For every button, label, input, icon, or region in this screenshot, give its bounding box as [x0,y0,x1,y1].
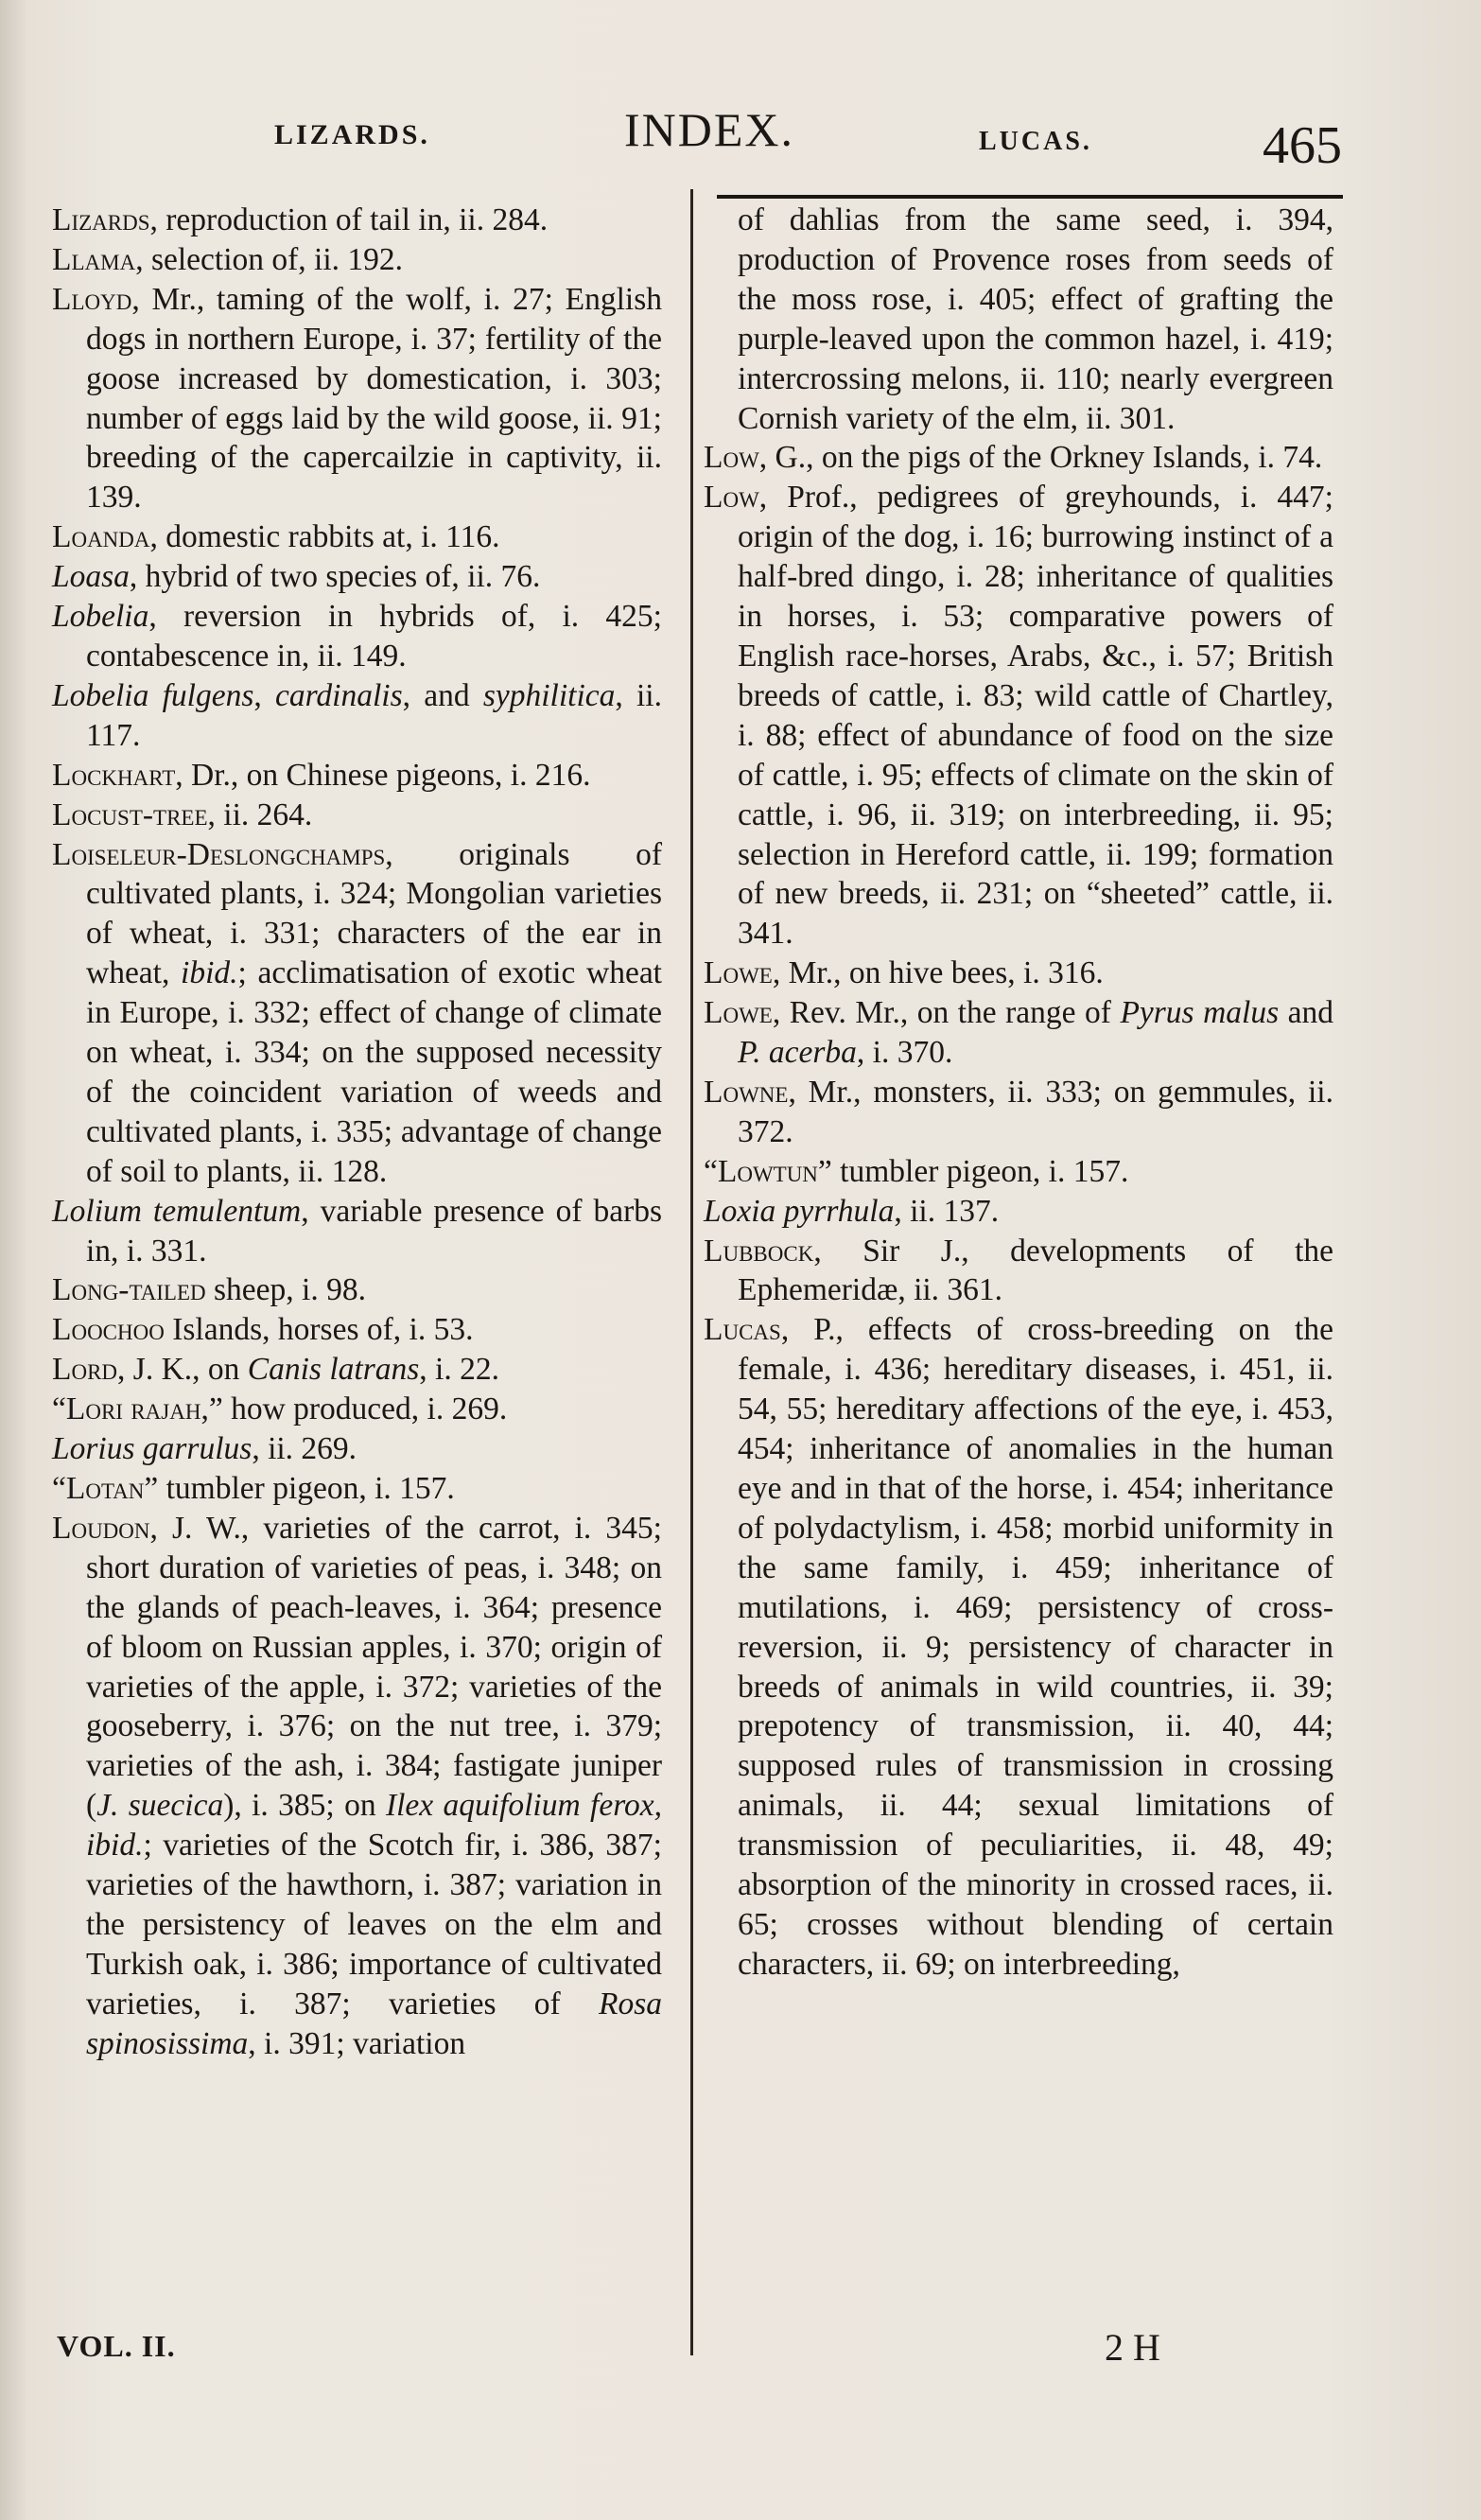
entry-italic-text: syphilitica [482,677,616,713]
entry-text: , [253,677,275,713]
index-entry [704,993,1333,1073]
entry-italic-text: cardinalis [274,677,403,713]
entry-italic-text: Pyrus malus [1120,995,1280,1031]
index-entry [704,954,1333,993]
index-entry [52,280,662,517]
entry-text: , Dr., on Chinese pigeons, i. 216. [175,757,591,793]
entry-italic-text: P. acerba [738,1035,857,1071]
entry-text: , G., on the pigs of the Orkney Islands, i. 74. [758,440,1323,476]
entry-text: , originals of cultivated plants, i. 324; Mongolian varieties of wheat, i. 331; characters of the ear in wheat, [86,836,662,991]
entry-headword: Lizards [52,202,150,237]
entry-italic-text: Canis latrans [247,1352,420,1388]
column-divider [690,189,693,2355]
entry-headword: Lockhart [52,757,176,793]
entry-italic-text: ibid. [181,955,238,991]
entry-text: ,” how produced, i. 269. [200,1391,508,1427]
entry-italic-text: Lobelia fulgens [52,677,254,713]
entry-text: , i. 22. [419,1352,499,1388]
entry-italic-text: J. suecica [96,1788,224,1824]
entry-headword: Loiseleur-Deslongchamps [52,836,386,872]
entry-text: ), i. 385; on [223,1788,386,1824]
header-rule [717,195,1343,199]
entry-text: , ii. 269. [252,1431,357,1467]
entry-text: , Rev. Mr., on the range of [772,995,1121,1031]
entry-text: ; acclimatisation of exotic wheat in Europe, i. 332; effect of change of climate on wheat, i. 334; on the supposed necessity of the coincident variation of weeds and cultivated plants, i. 335; advantage of change of soil to plants, ii. 128. [86,955,662,1189]
entry-text: , ii. 264. [207,796,313,832]
page-footer [57,2326,1343,2386]
entry-text: , Mr., on hive bees, i. 316. [772,955,1104,991]
entry-headword: Lucas [704,1312,781,1348]
entry-text: , domestic rabbits at, i. 116. [149,519,500,555]
entry-text: ” tumbler pigeon, i. 157. [817,1153,1129,1189]
index-entry [52,201,662,240]
entry-text: and [1279,995,1334,1031]
entry-text: Islands, horses of, i. 53. [164,1312,474,1348]
entry-headword: Lowe [704,955,773,991]
entry-text: , P., effects of cross-breeding on the female, i. 436; hereditary diseases, i. 451, ii. 54, 55; hereditary affections of the eye, i. 453, 454; inheritance of anomalies in the human eye and in that of the horse, i. 454; inheritance of polydactylism, i. 458; morbid uniformity in the same family, i. 459; inheritance of mutilations, i. 469; persistency of cross-reversion, ii. 9; persistency of character in breeds of animals in wild countries, ii. 39; prepotency of transmission, ii. 40, 44; supposed rules of transmission in crossing animals, ii. 44; sexual limitations of transmission of peculiarities, ii. 48, 49; absorption of the minority in crossed races, ii. 65; crosses without blending of certain characters, ii. 69; on interbreeding, [738,1312,1333,1982]
entry-italic-text: Lobelia [52,599,149,635]
index-entry [52,796,662,835]
entry-headword: “Lori rajah [52,1391,201,1427]
index-entry [52,557,662,597]
entry-text: , Sir J., developments of the Ephemeridæ, ii. 361. [738,1233,1333,1308]
header-left-catchword: LIZARDS. [274,119,430,150]
entry-text: , i. 391; variation [248,2025,466,2061]
entry-text: sheep, i. 98. [205,1272,366,1308]
entry-text: , Prof., pedigrees of greyhounds, i. 447; origin of the dog, i. 16; burrowing instinct of a half-bred dingo, i. 28; inheritance of qualities in horses, i. 53; comparative powers of English race-horses, Arabs, &c., i. 57; British breeds of cattle, i. 83; wild cattle of Chartley, i. 88; effect of abundance of food on the size of cattle, i. 95; effects of climate on the skin of cattle, i. 96, ii. 319; on interbreeding, ii. 95; selection in Hereford cattle, ii. 199; formation of new breeds, ii. 231; on “sheeted” cattle, ii. 341. [738,480,1333,952]
entry-text: , ii. 117. [86,677,662,753]
running-header [57,103,1343,182]
volume-signature: VOL. II. [57,2329,176,2363]
index-entry [52,597,662,676]
index-entry [52,756,662,796]
entry-headword: Locust-tree [52,796,208,832]
entry-headword: Low [704,440,759,476]
gathering-signature: 2 H [1105,2326,1160,2369]
index-column-right [704,201,1333,1985]
entry-headword: “Lotan [52,1471,145,1506]
entry-text: , i. 370. [856,1035,953,1071]
entry-text: of dahlias from the same seed, i. 394, production of Provence roses from seeds of the moss rose, i. 405; effect of grafting the purple-leaved upon the common hazel, i. 419; intercrossing melons, ii. 110; nearly evergreen Cornish variety of the elm, ii. 301. [738,202,1333,436]
entry-text: ” tumbler pigeon, i. 157. [144,1471,455,1506]
index-entry [704,478,1333,954]
entry-headword: Loudon [52,1510,150,1546]
header-title: INDEX. [624,103,795,156]
index-entry [704,1232,1333,1311]
entry-italic-text: Loasa [52,559,130,595]
index-entry [52,1390,662,1429]
entry-italic-text: Ilex aquifolium ferox, ibid. [86,1788,662,1864]
entry-headword: Lowne [704,1074,789,1110]
entry-text: , Mr., taming of the wolf, i. 27; English dogs in northern Europe, i. 37; fertility of the goose increased by domestication, i. 303; number of eggs laid by the wild goose, ii. 91; breeding of the capercailzie in captivity, ii. 139. [86,281,662,516]
entry-text: , reproduction of tail in, ii. 284. [149,202,549,237]
entry-headword: Lord [52,1352,118,1388]
index-column-left [52,201,662,2064]
entry-headword: Lubbock [704,1233,814,1269]
entry-headword: Loochoo [52,1312,165,1348]
entry-text: ; varieties of the Scotch fir, i. 386, 387; varieties of the hawthorn, i. 387; variation in the persistency of leaves on the elm and Turkish oak, i. 386; importance of cultivated varieties, i. 387; varieties of [86,1828,662,2021]
entry-text: , variable presence of barbs in, i. 331. [86,1193,663,1269]
entry-italic-text: Lorius garrulus [52,1431,253,1467]
index-entry [704,438,1333,478]
index-entry [704,1192,1333,1232]
index-entry [704,1073,1333,1152]
index-entry [52,835,662,1192]
entry-italic-text: Loxia pyrrhula [704,1193,895,1229]
page-number: 465 [1263,116,1342,175]
index-entry [52,1429,662,1469]
entry-text: , selection of, ii. 192. [135,241,404,277]
index-entry [52,1310,662,1350]
index-entry [52,676,662,756]
entry-headword: Low [704,480,759,516]
entry-headword: Lowe [704,995,773,1031]
entry-headword: Lloyd [52,281,132,317]
entry-headword: “Lowtun [704,1153,818,1189]
index-entry [52,240,662,280]
entry-text: , J. W., varieties of the carrot, i. 345; short duration of varieties of peas, i. 348; on the glands of peach-leaves, i. 364; presence of bloom on Russian apples, i. 370; origin of varieties of the apple, i. 372; varieties of the gooseberry, i. 376; on the nut tree, i. 379; varieties of the ash, i. 384; fastigate juniper ( [86,1510,662,1824]
index-entry [52,1509,662,2064]
index-entry [52,1192,662,1271]
entry-italic-text: Rosa spinosissima [86,1986,662,2061]
index-entry [52,1270,662,1310]
entry-text: , reversion in hybrids of, i. 425; contabescence in, ii. 149. [86,599,662,674]
index-entry [704,201,1333,438]
index-entry [52,1350,662,1390]
entry-headword: Loanda [52,519,150,555]
index-entry [704,1310,1333,1984]
index-entry [52,1469,662,1509]
entry-headword: Llama [52,241,136,277]
entry-text: , ii. 137. [894,1193,1000,1229]
entry-text: , and [402,677,483,713]
entry-italic-text: Lolium temulentum [52,1193,302,1229]
index-entry [704,1152,1333,1192]
entry-headword: Long-tailed [52,1272,206,1308]
entry-text: , J. K., on [117,1352,248,1388]
index-entry [52,517,662,557]
entry-text: , hybrid of two species of, ii. 76. [129,559,541,595]
entry-text: , Mr., monsters, ii. 333; on gemmules, ii. 372. [738,1074,1333,1149]
header-right-catchword: LUCAS. [979,127,1092,156]
